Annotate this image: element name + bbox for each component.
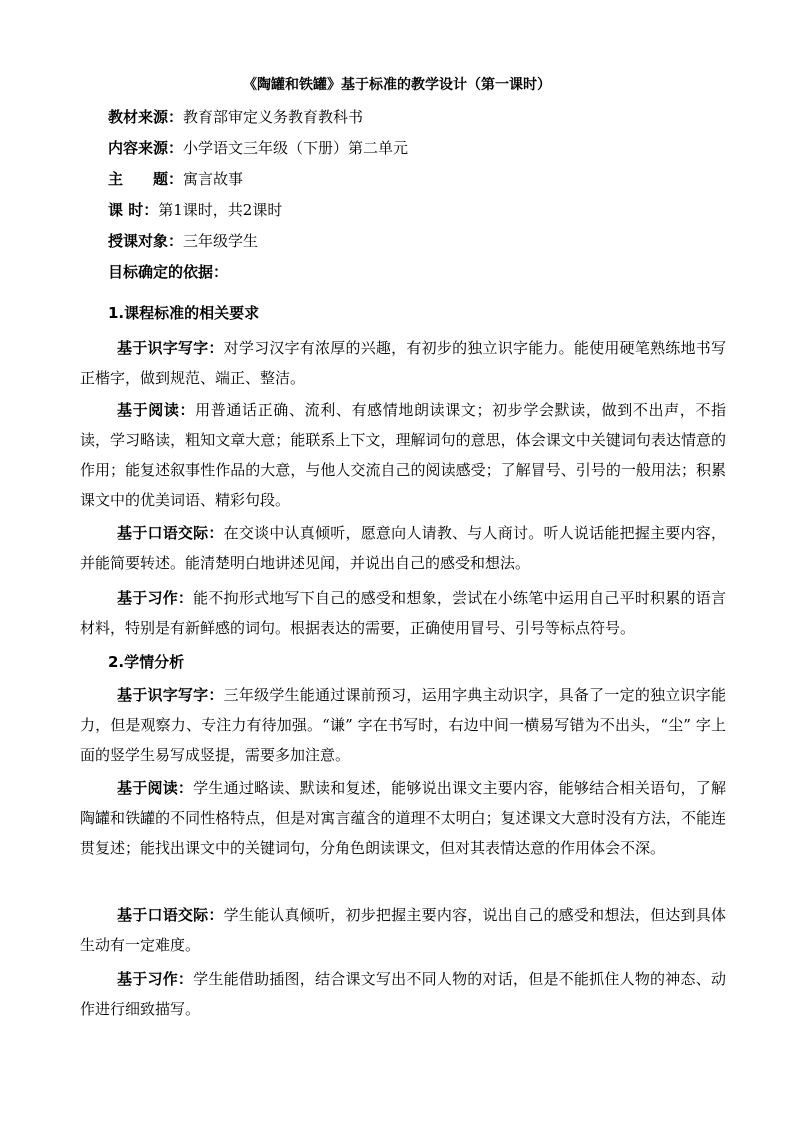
paragraph-reading-analysis	[80, 773, 726, 863]
meta-value: 寓言故事	[183, 170, 244, 188]
section-heading-standards: 1.课程标准的相关要求	[108, 304, 260, 322]
paragraph-text: 三年级学生能通过课前预习，运用字典主动识字，具备了一定的独立识字能力，但是观察力、专注力有待加强。“谦” 字在书写时，右边中间一横易写错为不出头，“尘” 字上面的竖学生易写成竖提，需要多加注意。	[80, 686, 726, 764]
paragraph-label: 基于习作：	[117, 589, 194, 607]
document-title: 《陶罐和铁罐》基于标准的教学设计（第一课时）	[243, 77, 551, 93]
section-heading-learner-analysis: 2.学情分析	[108, 653, 185, 671]
paragraph-oral-standard	[80, 518, 726, 578]
meta-label: 授课对象：	[108, 232, 184, 250]
paragraph-text: 在交谈中认真倾听，愿意向人请教、与人商讨。听人说话能把握主要内容，并能简要转述。能清楚明白地讲述见闻，并说出自己的感受和想法。	[80, 524, 726, 572]
meta-label: 内容来源：	[108, 139, 184, 157]
paragraph-text: 用普通话正确、流利、有感情地朗读课文；初步学会默读，做到不出声，不指读，学习略读，粗知文章大意；能联系上下文，理解词句的意思，体会课文中关键词句表达情意的作用；能复述叙事性作品的大意，与他人交流自己的阅读感受；了解冒号、引号的一般用法；积累课文中的优美词语、精彩句段。	[80, 401, 726, 509]
paragraph-label: 基于识字写字：	[117, 339, 224, 357]
meta-lesson-period	[108, 199, 282, 221]
paragraph-reading-standard	[80, 395, 726, 515]
meta-audience	[108, 230, 258, 252]
paragraph-text: 学生能借助插图，结合课文写出不同人物的对话，但是不能抓住人物的神态、动作进行细致描写。	[80, 970, 726, 1018]
meta-textbook-source	[108, 106, 363, 128]
paragraph-writing-standard	[80, 583, 726, 643]
meta-label: 目标确定的依据：	[108, 263, 229, 281]
paragraph-oral-analysis	[80, 900, 726, 960]
paragraph-text: 学生通过略读、默读和复述，能够说出课文主要内容，能够结合相关语句，了解陶罐和铁罐的不同性格特点，但是对寓言蕴含的道理不太明白；复述课文大意时没有方法，不能连贯复述；能找出课文中的关键词句，分角色朗读课文，但对其表情达意的作用体会不深。	[80, 779, 726, 857]
meta-value: 三年级学生	[183, 232, 259, 250]
paragraph-literacy-standard	[80, 333, 726, 393]
paragraph-label: 基于口语交际：	[117, 906, 224, 924]
paragraph-label: 基于阅读：	[117, 401, 196, 419]
meta-label: 课 时：	[108, 201, 159, 219]
paragraph-label: 基于口语交际：	[117, 524, 224, 542]
paragraph-text: 能不拘形式地写下自己的感受和想象，尝试在小练笔中运用自己平时积累的语言材料，特别是有新鲜感的词句。根据表达的需要，正确使用冒号、引号等标点符号。	[80, 589, 726, 637]
paragraph-text: 学生能认真倾听，初步把握主要内容，说出自己的感受和想法，但达到具体生动有一定难度。	[80, 906, 726, 954]
paragraph-writing-analysis	[80, 964, 726, 1024]
meta-basis-heading	[108, 261, 228, 283]
meta-value: 小学语文三年级（下册）第二单元	[183, 139, 409, 157]
paragraph-label: 基于阅读：	[117, 779, 194, 797]
paragraph-text: 对学习汉字有浓厚的兴趣，有初步的独立识字能力。能使用硬笔熟练地书写正楷字，做到规范、端正、整洁。	[80, 339, 726, 387]
meta-theme	[108, 168, 243, 190]
meta-label: 主 题：	[108, 170, 184, 188]
paragraph-literacy-analysis	[80, 680, 726, 770]
meta-value: 教育部审定义务教育教科书	[183, 108, 364, 126]
paragraph-label: 基于识字写字：	[117, 686, 224, 704]
meta-value: 第1课时，共2课时	[158, 201, 283, 219]
paragraph-label: 基于习作：	[117, 970, 194, 988]
meta-label: 教材来源：	[108, 108, 184, 126]
meta-content-source	[108, 137, 408, 159]
